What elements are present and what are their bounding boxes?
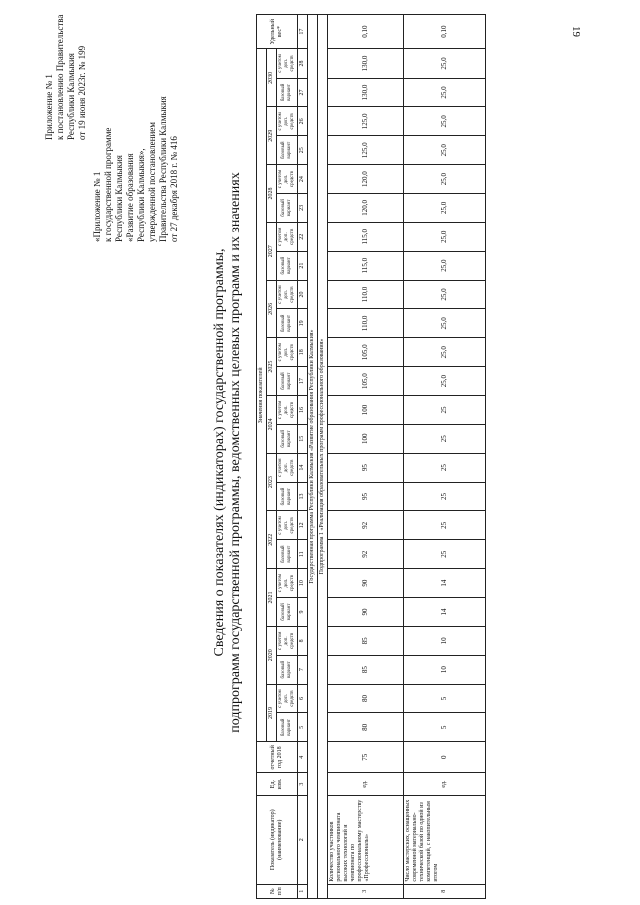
title-line-1: Сведения о показателях (индикаторах) государственной программы, [212,248,227,657]
value-cell: 92 [328,540,404,569]
value-cell: 110,0 [328,309,404,338]
column-number: 2 [298,795,308,884]
column-number: 5 [298,713,308,742]
column-number: 17 [298,15,308,49]
col-header-unit: Ед. изм. [257,773,298,796]
base-variant-header: базовый вариант [277,598,298,627]
value-cell: 90 [328,569,404,598]
value-cell: 25,0 [404,280,486,309]
value-cell: 25 [404,482,486,511]
extra-funds-header: с учетом доп. средств [277,453,298,482]
column-number-row [298,15,308,899]
row-number: 3 [328,884,404,898]
base-variant-header: базовый вариант [277,482,298,511]
row-number: 8 [404,884,486,898]
value-cell: 25,0 [404,222,486,251]
header-program-block [92,96,180,242]
column-number: 10 [298,569,308,598]
year-header: 2025 [267,338,277,396]
year-header: 2022 [267,511,277,569]
value-cell: 95 [328,482,404,511]
value-cell: 25 [404,424,486,453]
page-number: 19 [570,26,582,37]
program-row: Государственная программа Республики Калмыкия «Развитие образования Республики Калмыкия» [308,15,318,899]
report-value: 0 [404,742,486,773]
column-number: 21 [298,251,308,280]
year-header: 2028 [267,165,277,223]
value-cell: 125,0 [328,136,404,165]
col-header-report-year: отчетный год 2018 [257,742,298,773]
value-cell: 120,0 [328,193,404,222]
extra-funds-header: с учетом доп. средств [277,569,298,598]
value-cell: 25,0 [404,136,486,165]
header-line: «Приложение № 1 [92,171,102,242]
value-cell: 95 [328,453,404,482]
value-cell: 25,0 [404,49,486,78]
column-number: 3 [298,773,308,796]
column-number: 19 [298,309,308,338]
title-line-2: подпрограмм государственной программы, ведомственных целевых программ и их значениях [228,172,243,733]
column-number: 22 [298,222,308,251]
column-number: 1 [298,884,308,898]
header-line: к государственной программе [103,127,113,242]
base-variant-header: базовый вариант [277,540,298,569]
base-variant-header: базовый вариант [277,193,298,222]
extra-funds-header: с учетом доп. средств [277,107,298,136]
extra-funds-header: с учетом доп. средств [277,396,298,425]
header-approval-block [44,15,88,140]
weight-cell: 0,10 [404,15,486,49]
value-cell: 14 [404,569,486,598]
value-cell: 120,0 [328,165,404,194]
table-row [328,15,404,899]
subprogram-row: Подпрограмма 1 «Реализация образовательных программ профессионального образования» [318,15,328,899]
value-cell: 115,0 [328,222,404,251]
value-cell: 25 [404,540,486,569]
base-variant-header: базовый вариант [277,136,298,165]
column-number: 24 [298,165,308,194]
value-cell: 25,0 [404,78,486,107]
column-number: 11 [298,540,308,569]
header-line: от 27 декабря 2018 г. № 416 [169,136,179,242]
year-header: 2021 [267,569,277,627]
year-header: 2027 [267,222,277,280]
col-header-num: № п/п [257,884,298,898]
unit-cell: ед. [404,773,486,796]
header-line: от 19 июня 2023г. № 199 [77,45,87,140]
base-variant-header: базовый вариант [277,713,298,742]
value-cell: 105,0 [328,367,404,396]
unit-cell: ед. [328,773,404,796]
column-number: 9 [298,598,308,627]
column-number: 6 [298,684,308,713]
year-header: 2019 [267,684,277,742]
year-header: 2020 [267,626,277,684]
value-cell: 130,0 [328,78,404,107]
base-variant-header: базовый вариант [277,251,298,280]
header-line: Республики Калмыкия», [136,148,146,242]
base-variant-header: базовый вариант [277,78,298,107]
report-value: 75 [328,742,404,773]
extra-funds-header: с учетом доп. средств [277,684,298,713]
value-cell: 85 [328,626,404,655]
column-number: 15 [298,424,308,453]
col-header-weight: Удельный вес* [257,15,298,49]
weight-cell: 0,10 [328,15,404,49]
value-cell: 25,0 [404,309,486,338]
extra-funds-header: с учетом доп. средств [277,165,298,194]
header-line: Республики Калмыкия [66,53,76,140]
column-number: 26 [298,107,308,136]
value-cell: 100 [328,396,404,425]
col-header-indicator: Показатель (индикатор) (наименование) [257,795,298,884]
column-number: 7 [298,655,308,684]
column-number: 25 [298,136,308,165]
year-header: 2024 [267,396,277,454]
base-variant-header: базовый вариант [277,309,298,338]
column-number: 28 [298,49,308,78]
value-cell: 90 [328,598,404,627]
column-number: 18 [298,338,308,367]
extra-funds-header: с учетом доп. средств [277,626,298,655]
column-number: 12 [298,511,308,540]
value-cell: 80 [328,684,404,713]
value-cell: 115,0 [328,251,404,280]
extra-funds-header: с учетом доп. средств [277,338,298,367]
value-cell: 25 [404,396,486,425]
value-cell: 130,0 [328,49,404,78]
value-cell: 10 [404,655,486,684]
header-line: Республики Калмыкия [114,155,124,242]
column-number: 8 [298,626,308,655]
column-number: 16 [298,396,308,425]
year-header: 2026 [267,280,277,338]
value-cell: 80 [328,713,404,742]
value-cell: 25,0 [404,107,486,136]
column-number: 17 [298,367,308,396]
indicator-name: Число мастерских, оснащенных современной материально-технической базой по одной из компетенций, с накопительным итогом [404,795,486,884]
value-cell: 5 [404,713,486,742]
header-line: Приложение № 1 [44,74,54,140]
value-cell: 92 [328,511,404,540]
base-variant-header: базовый вариант [277,655,298,684]
column-number: 20 [298,280,308,309]
column-number: 23 [298,193,308,222]
value-cell: 100 [328,424,404,453]
value-cell: 25,0 [404,367,486,396]
base-variant-header: базовый вариант [277,424,298,453]
value-cell: 25 [404,453,486,482]
value-cell: 105,0 [328,338,404,367]
year-header: 2023 [267,453,277,511]
value-cell: 5 [404,684,486,713]
value-cell: 25,0 [404,165,486,194]
document-title [212,0,244,905]
extra-funds-header: с учетом доп. средств [277,511,298,540]
column-number: 14 [298,453,308,482]
value-cell: 110,0 [328,280,404,309]
header-line: «Развитие образования [125,153,135,242]
value-cell: 25,0 [404,193,486,222]
year-header: 2029 [267,107,277,165]
extra-funds-header: с учетом доп. средств [277,49,298,78]
base-variant-header: базовый вариант [277,367,298,396]
value-cell: 10 [404,626,486,655]
indicator-name: Количество участников регионального чемпионата высоких технологий и чемпионата по профессиональному мастерству «Профессионалы» [328,795,404,884]
value-cell: 25,0 [404,251,486,280]
indicators-table [256,14,486,899]
header-line: к постановлению Правительства [55,14,65,140]
value-cell: 25,0 [404,338,486,367]
value-cell: 125,0 [328,107,404,136]
table-row [404,15,486,899]
value-cell: 14 [404,598,486,627]
column-number: 27 [298,78,308,107]
extra-funds-header: с учетом доп. средств [277,222,298,251]
col-header-values: Значения показателей [257,49,267,742]
value-cell: 25 [404,511,486,540]
year-header: 2030 [267,49,277,107]
header-line: утвержденной постановлением [147,122,157,242]
column-number: 13 [298,482,308,511]
header-line: Правительства Республики Калмыкия [158,96,168,242]
value-cell: 85 [328,655,404,684]
column-number: 4 [298,742,308,773]
extra-funds-header: с учетом доп. средств [277,280,298,309]
